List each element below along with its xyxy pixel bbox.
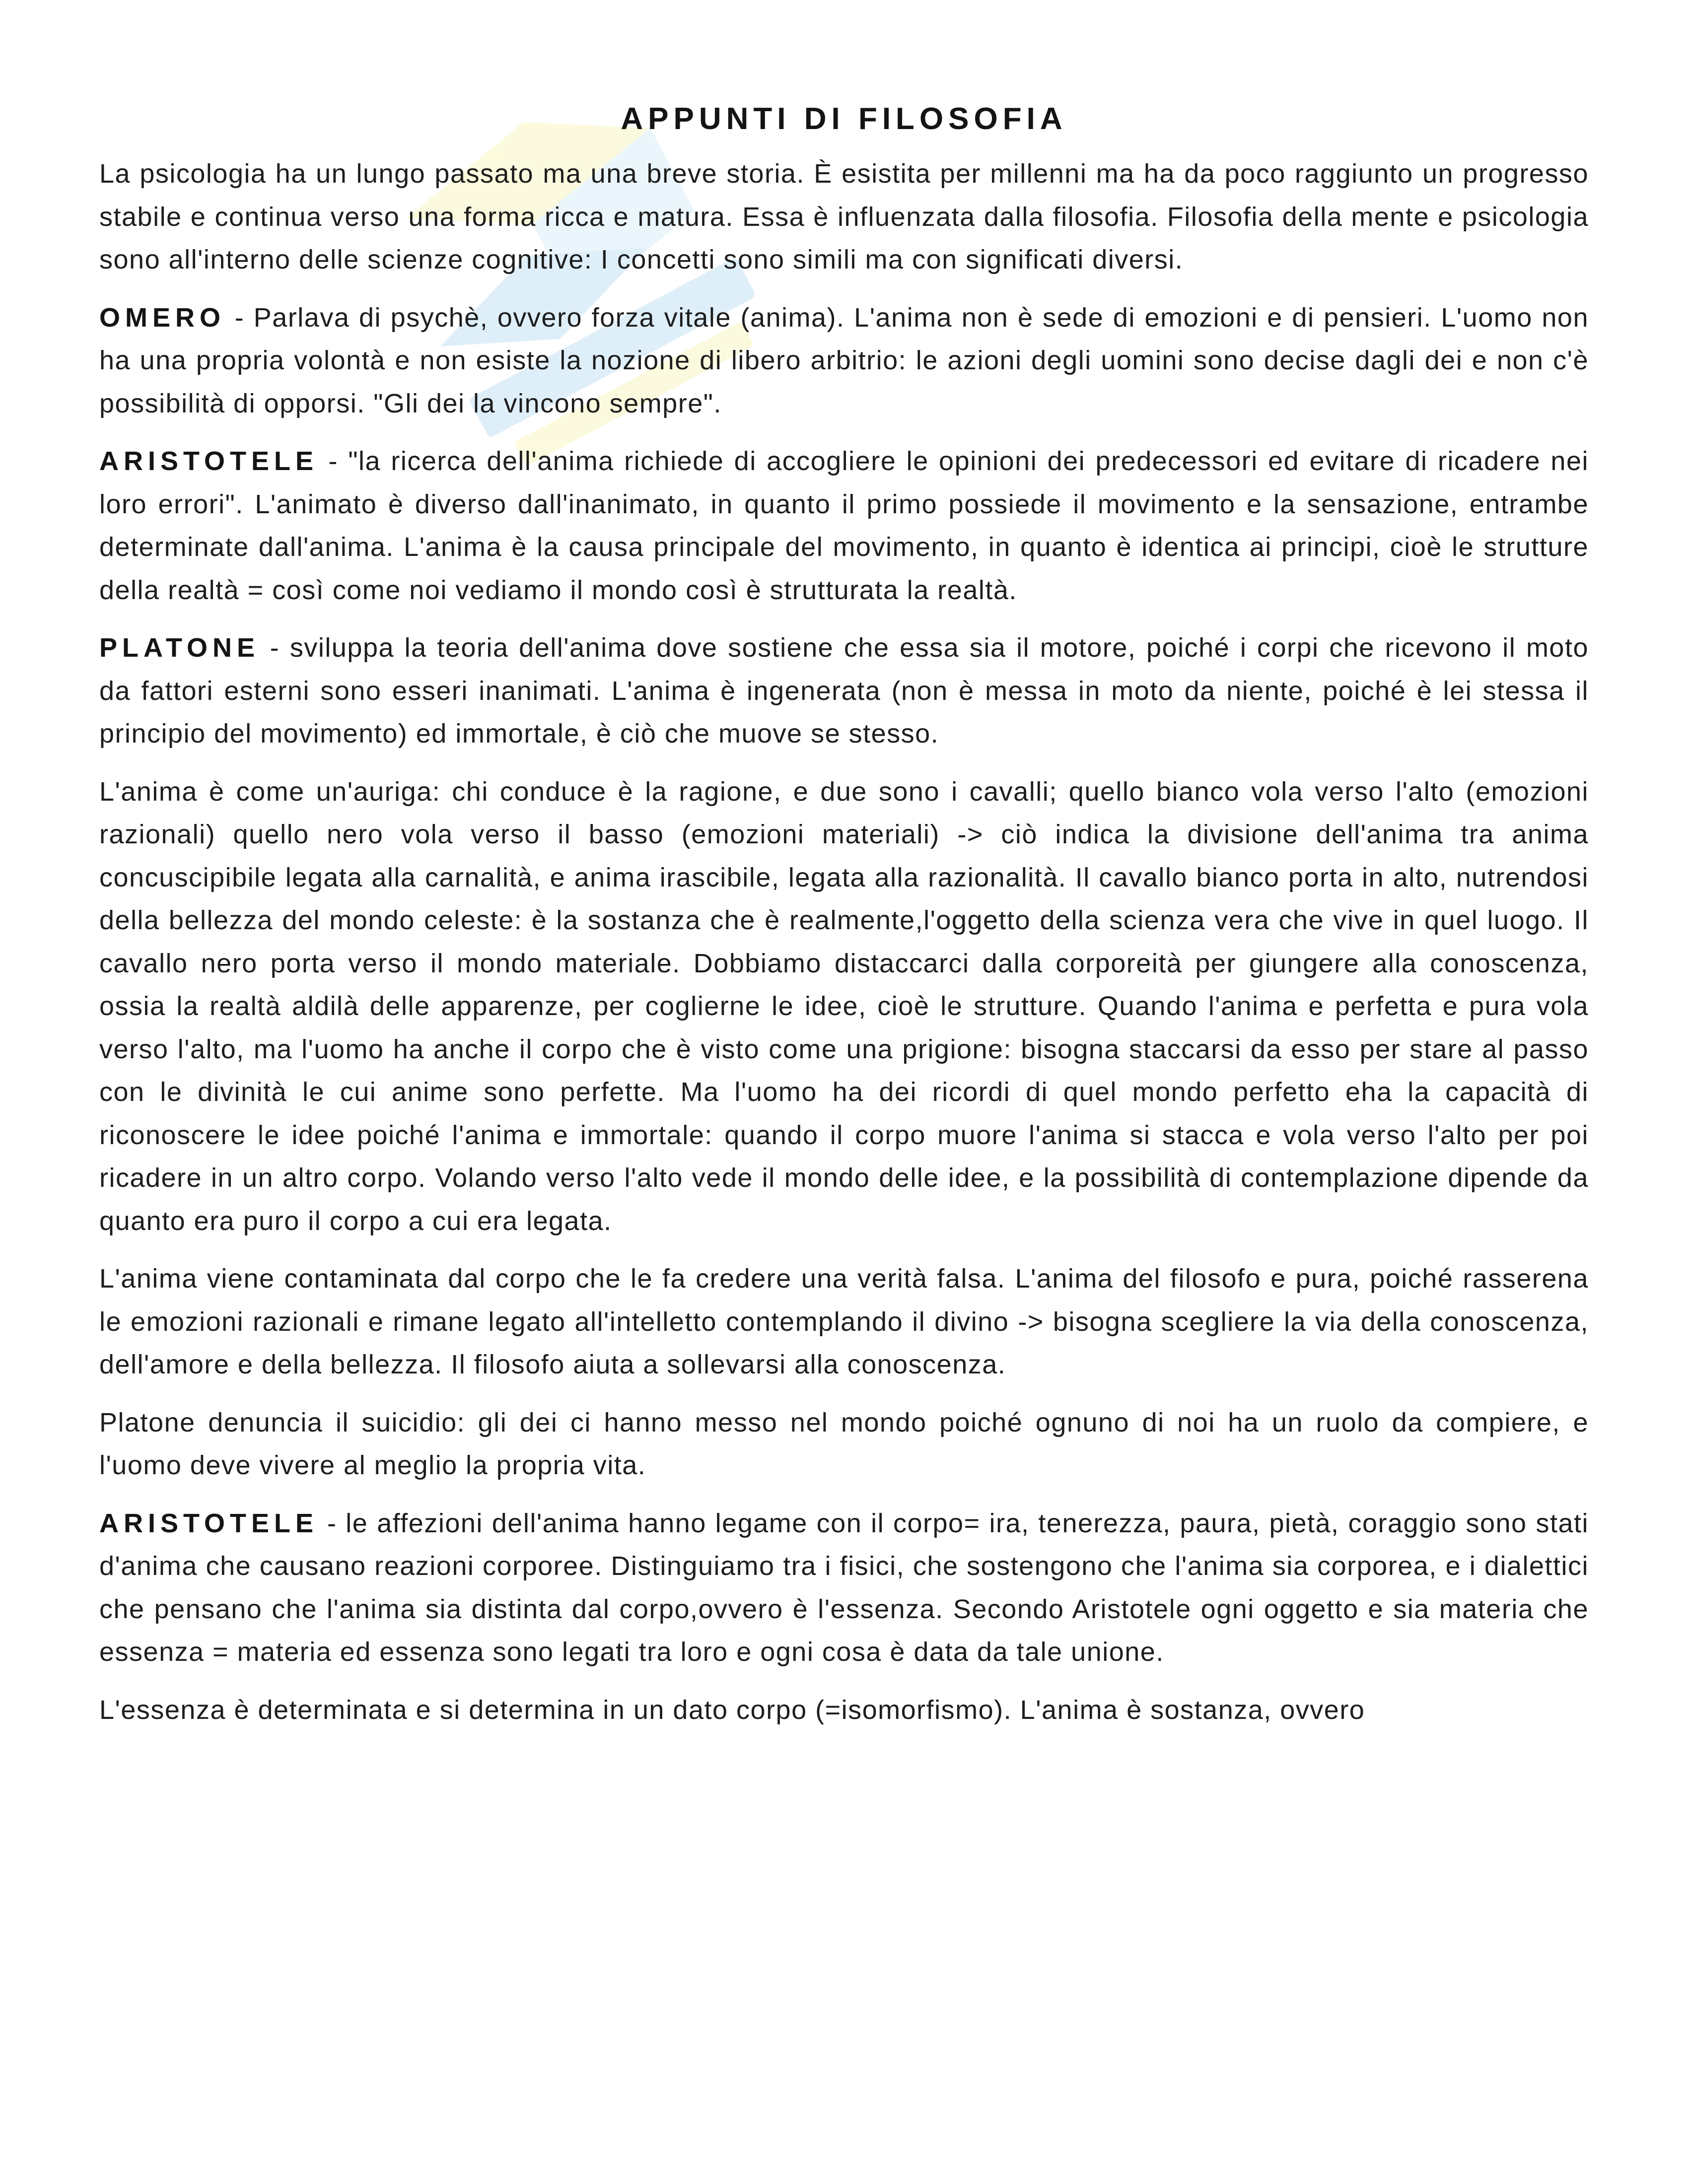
heading-aristotele-2: ARISTOTELE [99, 1508, 319, 1538]
paragraph-suicidio [99, 1401, 1589, 1487]
document-body [99, 97, 1589, 1746]
paragraph-platone [99, 626, 1589, 755]
paragraph-intro-text: La psicologia ha un lungo passato ma una breve storia. È esistita per millenni ma ha da poco raggiunto un progresso stabile e continua verso una forma ricca e matura. Essa è influenzata dalla filosofia. Filosofia della mente e psicologia sono all'interno delle scienze cognitive: I concetti sono simili ma con significati diversi. [99, 159, 1589, 274]
paragraph-contaminazione [99, 1257, 1589, 1386]
paragraph-essenza-text: L'essenza è determinata e si determina in un dato corpo (=isomorfismo). L'anima è sostanza, ovvero [99, 1695, 1365, 1725]
paragraph-essenza [99, 1689, 1589, 1732]
paragraph-omero [99, 296, 1589, 425]
paragraph-intro [99, 152, 1589, 281]
heading-aristotele-1: ARISTOTELE [99, 446, 319, 476]
paragraph-aristotele-1 [99, 440, 1589, 612]
paragraph-platone-text: - sviluppa la teoria dell'anima dove sostiene che essa sia il motore, poiché i corpi che ricevono il moto da fattori esterni sono esseri inanimati. L'anima è ingenerata (non è messa in moto da niente, poiché è lei stessa il principio del movimento) ed immortale, è ciò che muove se stesso. [99, 633, 1589, 749]
paragraph-contaminazione-text: L'anima viene contaminata dal corpo che le fa credere una verità falsa. L'anima del filosofo e pura, poiché rasserena le emozioni razionali e rimane legato all'intelletto contemplando il divino -> bisogna scegliere la via della conoscenza, dell'amore e della bellezza. Il filosofo aiuta a sollevarsi alla conoscenza. [99, 1264, 1589, 1379]
heading-omero: OMERO [99, 302, 226, 333]
paragraph-aristotele-1-text: - "la ricerca dell'anima richiede di accogliere le opinioni dei predecessori ed evitare di ricadere nei loro errori". L'animato è diverso dall'inanimato, in quanto il primo possiede il movimento e la sensazione, entrambe determinate dall'anima. L'anima è la causa principale del movimento, in quanto è identica ai principi, cioè le strutture della realtà = così come noi vediamo il mondo così è strutturata la realtà. [99, 446, 1589, 605]
paragraph-auriga-text: L'anima è come un'auriga: chi conduce è la ragione, e due sono i cavalli; quello bianco vola verso l'alto (emozioni razionali) quello nero vola verso il basso (emozioni materiali) -> ciò indica la divisione dell'anima tra anima concuscipibile legata alla carnalità, e anima irascibile, legata alla razionalità. Il cavallo bianco porta in alto, nutrendosi della bellezza del mondo celeste: è la sostanza che è realmente,l'oggetto della scienza vera che vive in quel luogo. Il cavallo nero porta verso il mondo materiale. Dobbiamo distaccarci dalla corporeità per giungere alla conoscenza, ossia la realtà aldilà delle apparenze, per coglierne le idee, cioè le strutture. Quando l'anima e perfetta e pura vola verso l'alto, ma l'uomo ha anche il corpo che è visto come una prigione: bisogna staccarsi da esso per stare al passo con le divinità le cui anime sono perfette. Ma l'uomo ha dei ricordi di quel mondo perfetto eha la capacità di riconoscere le idee poiché l'anima e immortale: quando il corpo muore l'anima si stacca e vola verso l'alto per poi ricadere in un altro corpo. Volando verso l'alto vede il mondo delle idee, e la possibilità di contemplazione dipende da quanto era puro il corpo a cui era legata. [99, 776, 1589, 1236]
paragraph-omero-text: - Parlava di psychè, ovvero forza vitale (anima). L'anima non è sede di emozioni e di pensieri. L'uomo non ha una propria volontà e non esiste la nozione di libero arbitrio: le azioni degli uomini sono decise dagli dei e non c'è possibilità di opporsi. "Gli dei la vincono sempre". [99, 302, 1589, 418]
page-title: APPUNTI DI FILOSOFIA [621, 102, 1067, 136]
paragraph-aristotele-2 [99, 1502, 1589, 1674]
paragraph-suicidio-text: Platone denuncia il suicidio: gli dei ci hanno messo nel mondo poiché ognuno di noi ha un ruolo da compiere, e l'uomo deve vivere al meglio la propria vita. [99, 1407, 1589, 1480]
heading-platone: PLATONE [99, 633, 260, 663]
paragraph-auriga [99, 770, 1589, 1243]
paragraph-aristotele-2-text: - le affezioni dell'anima hanno legame con il corpo= ira, tenerezza, paura, pietà, coraggio sono stati d'anima che causano reazioni corporee. Distinguiamo tra i fisici, che sostengono che l'anima sia corporea, e i dialettici che pensano che l'anima sia distinta dal corpo,ovvero è l'essenza. Secondo Aristotele ogni oggetto e sia materia che essenza = materia ed essenza sono legati tra loro e ogni cosa è data da tale unione. [99, 1508, 1589, 1667]
